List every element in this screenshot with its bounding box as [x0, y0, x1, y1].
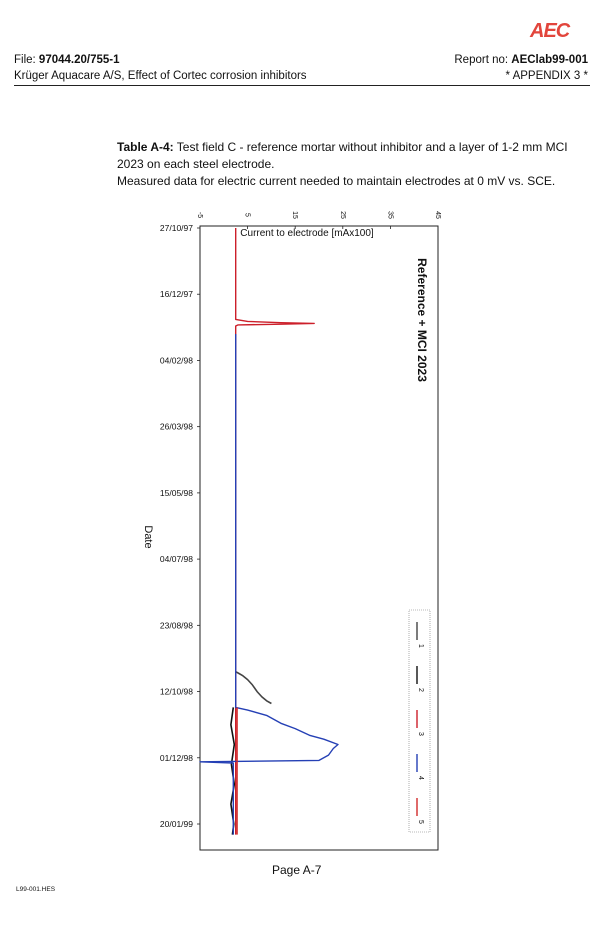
legend-label-4: 4	[417, 776, 424, 780]
file-label: File:	[14, 54, 39, 66]
x-tick-label: 15	[291, 211, 299, 219]
table-label: Table A-4:	[117, 140, 174, 154]
y-tick-label: 04/07/98	[159, 554, 193, 565]
y-tick-label: 26/03/98	[159, 421, 193, 432]
x-tick-label: 25	[338, 211, 346, 219]
y-tick-label: 27/10/97	[159, 223, 193, 233]
caption-text-2: Measured data for electric current needed to maintain electrodes at 0 mV vs. SCE.	[117, 174, 556, 188]
y-tick-label: 23/08/98	[159, 620, 193, 631]
y-tick-label: 20/01/99	[159, 819, 193, 829]
x-tick-label: -5	[196, 211, 203, 219]
footer-code: L99-001.HES	[16, 886, 56, 893]
report-label: Report no:	[454, 54, 512, 66]
appendix-label: * APPENDIX 3 *	[505, 70, 588, 82]
page-number: Page A-7	[272, 863, 322, 877]
y-tick-label: 15/05/98	[159, 487, 193, 498]
legend-label-1: 1	[417, 644, 424, 648]
chart-title: Reference + MCI 2023	[415, 258, 429, 382]
caption-text-1: Test field C - reference mortar without inhibitor and a layer of 1-2 mm MCI 2023 on each steel electrode.	[117, 140, 568, 171]
report-number-value: AEClab99-001	[511, 54, 588, 66]
series-line-4	[200, 334, 338, 835]
x-tick-label: 35	[386, 211, 394, 219]
y-tick-label: 12/10/98	[159, 686, 193, 697]
legend-label-5: 5	[417, 820, 424, 824]
x-tick-label: 5	[243, 213, 251, 217]
series-line-3	[236, 228, 315, 835]
aec-logo: AEC	[530, 20, 570, 42]
file-number-value: 97044.20/755-1	[38, 54, 120, 66]
company-title: Krüger Aquacare A/S, Effect of Cortec corrosion inhibitors	[14, 70, 307, 82]
y-tick-label: 16/12/97	[159, 289, 193, 300]
legend-label-2: 2	[417, 688, 424, 692]
y-tick-label: 01/12/98	[159, 752, 193, 763]
legend-label-3: 3	[417, 732, 424, 736]
chart-ylabel: Date	[142, 525, 154, 549]
y-tick-label: 04/02/98	[159, 355, 193, 366]
series-line-1	[236, 672, 272, 704]
chart-xlabel: Current to electrode [mAx100]	[240, 228, 374, 239]
x-tick-label: 45	[434, 211, 441, 219]
